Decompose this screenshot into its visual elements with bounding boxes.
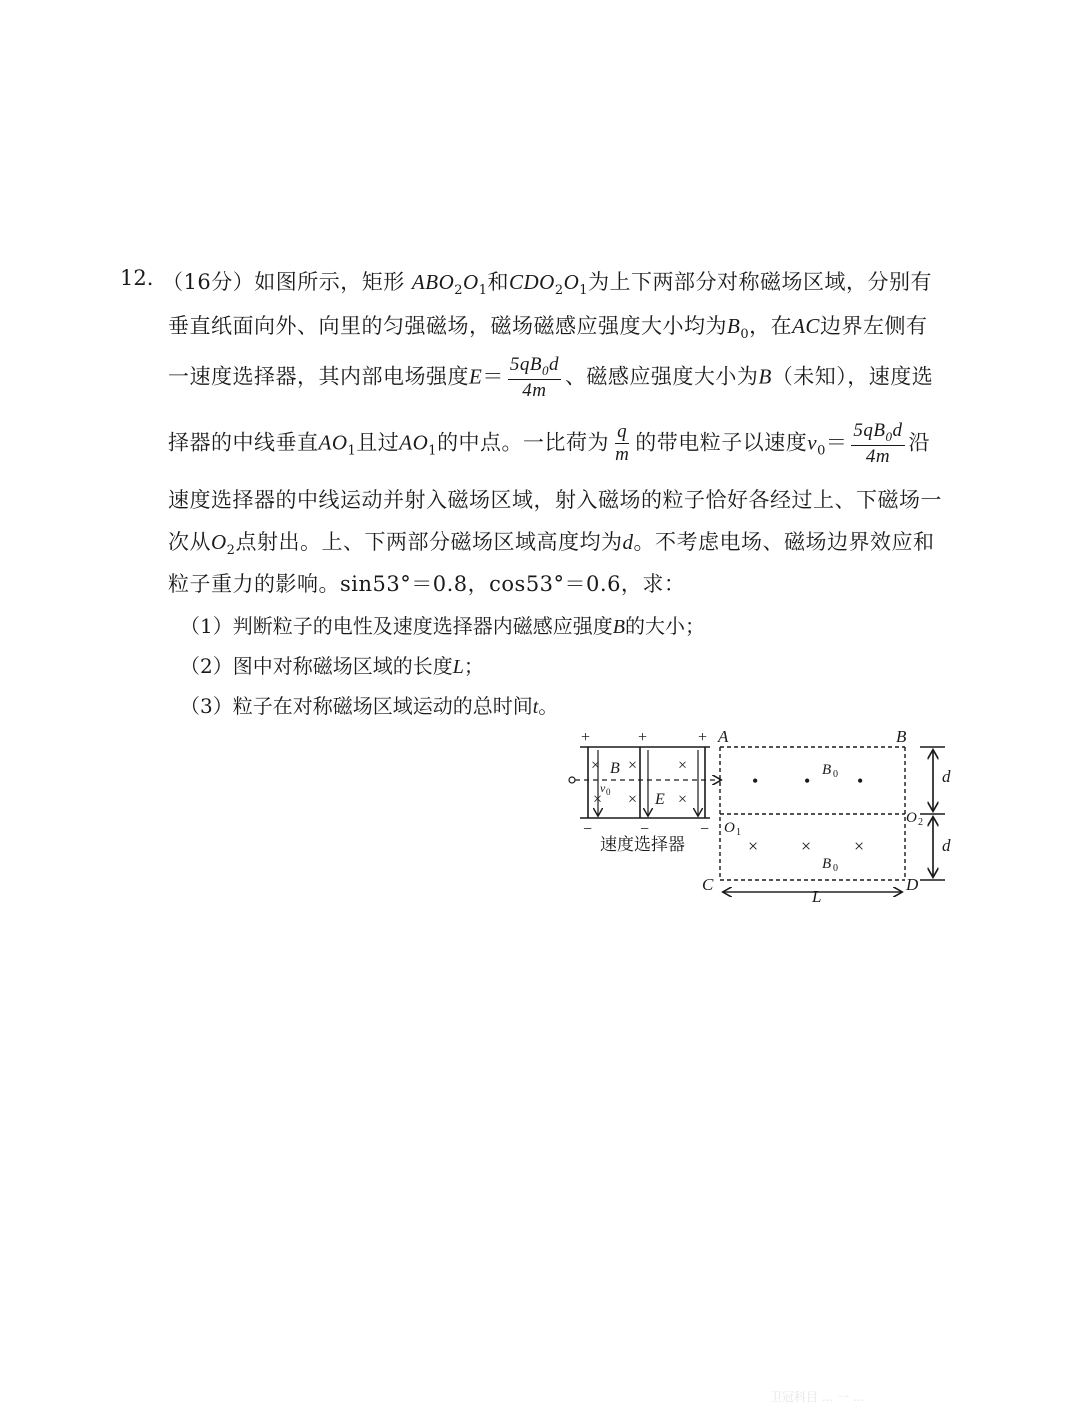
point-o2-label: O <box>906 810 917 826</box>
field-in-cross: × <box>854 836 865 856</box>
faded-footer-text: 卫冠科目 ... 一 ... <box>770 1390 865 1404</box>
cross-mark: × <box>591 757 601 774</box>
point-o2-subscript: 2 <box>918 817 923 828</box>
plus-sign: + <box>638 729 648 746</box>
point-b-label: B <box>896 727 907 746</box>
velocity-fraction: $\frac{5qB_0d}{4m}$ <box>853 420 903 467</box>
charge-ratio-fraction: $\frac{q}{m}$ <box>615 421 630 466</box>
question-line-4: 择器的中线垂直$AO_1$且过$AO_1$的中点。一比荷为 $\frac{q}{m}$ 的带电粒子以速度$v_0=$ $\frac{5qB_0d}{4m}$ 沿 <box>168 420 931 467</box>
question-line-3: 一速度选择器，其内部电场强度E＝ $\frac{5qB_0d}{4m}$ 、磁感应强度大小为B（未知），速度选 <box>168 354 934 401</box>
sub-question-3: （3）粒子在对称磁场区域运动的总时间t。 <box>180 694 559 718</box>
field-in-cross: × <box>801 836 812 856</box>
selector-caption: 速度选择器 <box>600 835 685 854</box>
selector-b-label: B <box>610 760 620 777</box>
minus-sign: − <box>640 821 650 838</box>
point-o1-label: O <box>724 820 735 836</box>
field-out-dot: • <box>804 771 811 791</box>
efield-fraction: $\frac{5qB_0d}{4m}$ <box>509 354 559 401</box>
question-line-7: 粒子重力的影响。sin53°＝0.8，cos53°＝0.6，求： <box>168 572 686 596</box>
field-region <box>720 747 905 880</box>
magnetic-field-diagram <box>560 720 980 920</box>
cross-mark: × <box>678 791 688 808</box>
dim-d-label: d <box>942 767 951 786</box>
cross-mark: × <box>678 757 688 774</box>
field-in-cross: × <box>748 836 759 856</box>
point-d-label: D <box>906 875 919 894</box>
lower-b0-subscript: 0 <box>833 863 838 874</box>
question-line-6: 次从$O_2$点射出。上、下两部分磁场区域高度均为d。不考虑电场、磁场边界效应和 <box>168 530 935 559</box>
question-line-5: 速度选择器的中线运动并射入磁场区域，射入磁场的粒子恰好各经过上、下磁场一 <box>168 488 942 512</box>
particle-source <box>569 777 575 783</box>
selector-v-subscript: 0 <box>606 787 611 797</box>
lower-b0-label: B <box>822 856 832 872</box>
upper-b0-subscript: 0 <box>833 769 838 780</box>
dim-l-label: L <box>812 887 822 906</box>
selector-v-label: v <box>600 781 606 795</box>
point-c-label: C <box>702 875 714 894</box>
question-number: 12. <box>120 266 154 290</box>
upper-b0-label: B <box>822 762 832 778</box>
plus-sign: + <box>581 729 591 746</box>
sub-question-1: （1）判断粒子的电性及速度选择器内磁感应强度B的大小； <box>180 614 705 638</box>
cross-mark: × <box>593 791 603 808</box>
plus-sign: + <box>698 729 708 746</box>
dim-d-label: d <box>942 836 951 855</box>
minus-sign: − <box>583 821 593 838</box>
question-line-1: （16分）如图所示，矩形 $ABO_2O_1$和$CDO_2O_1$为上下两部分对称磁场区域，分别有 <box>162 270 933 299</box>
field-out-dot: • <box>752 771 759 791</box>
cross-mark: × <box>628 757 638 774</box>
question-line-2: 垂直纸面向外、向里的匀强磁场，磁场磁感应强度大小均为$B_0$，在AC边界左侧有 <box>168 314 928 343</box>
point-o1-subscript: 1 <box>736 827 741 838</box>
cross-mark: × <box>628 791 638 808</box>
sub-question-2: （2）图中对称磁场区域的长度L； <box>180 654 484 678</box>
point-a-label: A <box>718 727 729 746</box>
selector-e-label: E <box>655 791 665 808</box>
field-out-dot: • <box>857 771 864 791</box>
minus-sign: − <box>700 821 710 838</box>
